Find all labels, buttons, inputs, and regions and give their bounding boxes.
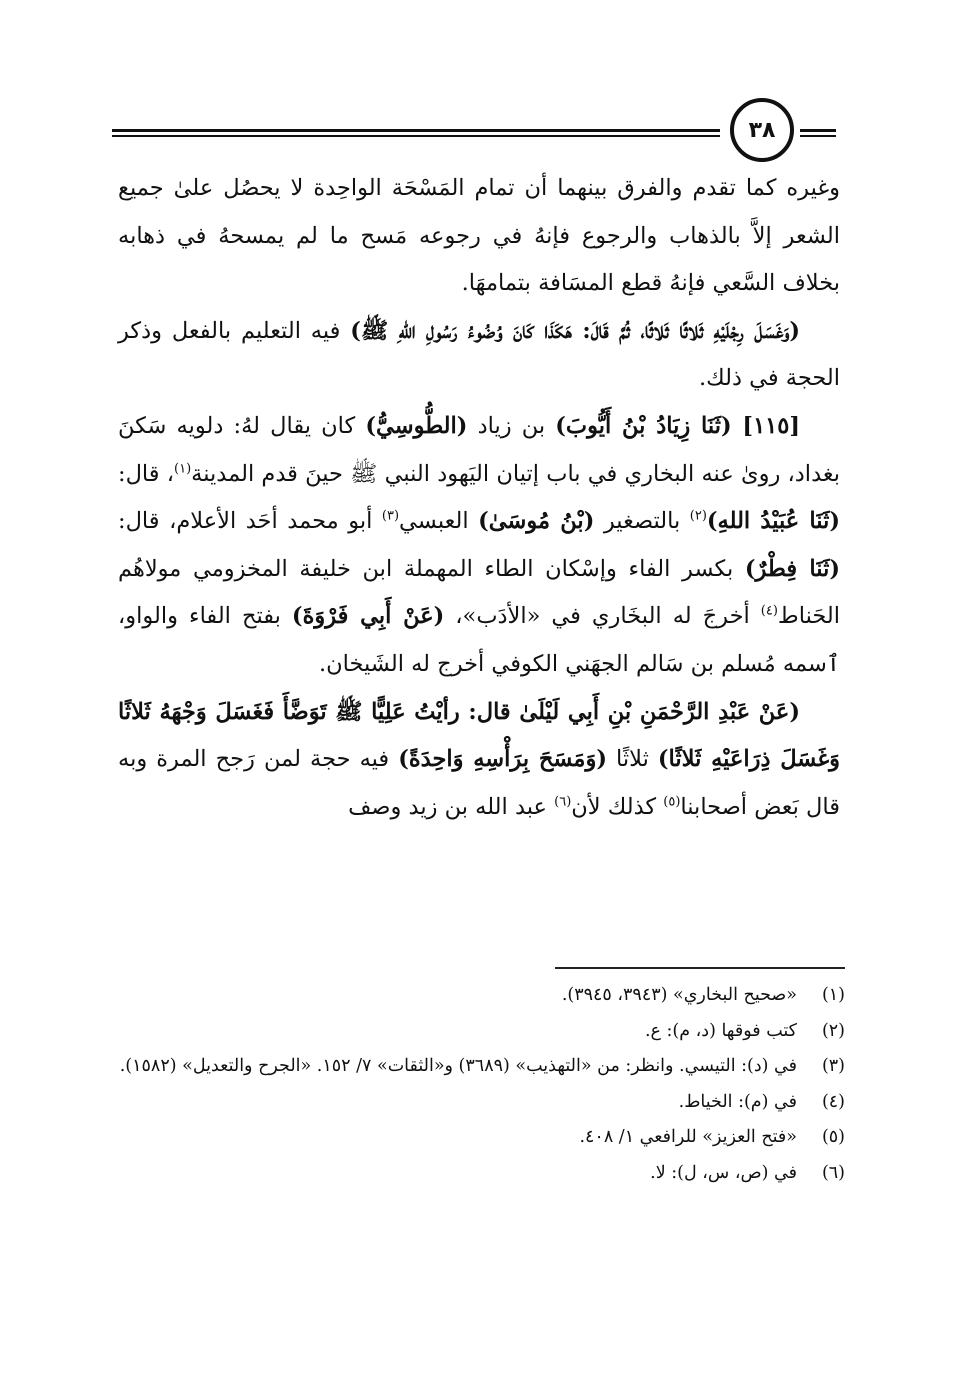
footnote-ref: (٢): [689, 508, 707, 524]
commentary-text: بن زياد: [467, 412, 556, 439]
hadith-text: (عَنْ أَبِي فَرْوَةَ): [291, 603, 445, 630]
footnote: [118, 978, 845, 1014]
commentary-text: أخرجَ له البخَاري في «الأدَب»،: [444, 603, 761, 630]
hadith-text: [١١٥] (ثَنَا زِيَادُ بْنُ أَيُّوبَ): [555, 412, 800, 439]
header-rule-left-thick: [112, 129, 720, 132]
commentary-text: فيه حجة لمن رَجح المرة وبه قال بَعض أصحابنا: [118, 746, 840, 820]
paragraph: [118, 165, 840, 308]
commentary-text: كان يقال لهُ: دلويه سَكنَ بغداد، روىٰ عنه البخاري في باب إتيان اليَهود النبي ﷺ حينَ قدم المدينة: [118, 412, 840, 487]
footnote-text: في (م): الخياط.: [678, 1091, 797, 1112]
footnote: [118, 1049, 845, 1085]
page-number: ٣٨: [730, 98, 794, 162]
footnote-text: في (د): التيسي. وانظر: من «التهذيب» (٣٦٨٩) و«الثقات» ٧/ ١٥٢. «الجرح والتعديل» (١٥٨٢).: [119, 1056, 797, 1076]
footnotes: [118, 978, 845, 1191]
commentary-text: ، قال:: [118, 460, 175, 487]
commentary-text: ثلاثًا: [606, 746, 658, 773]
footnote-number: (٥): [821, 1127, 845, 1147]
paragraph: [118, 689, 840, 832]
hadith-text: (وَمَسَحَ بِرَأْسِهِ وَاحِدَةً): [398, 746, 607, 773]
footnote: [118, 1014, 845, 1050]
footnote-separator: [555, 967, 845, 969]
header-rule-right-thick: [800, 129, 836, 132]
commentary-text: أبو محمد أحَد الأعلام، قال:: [118, 508, 382, 535]
footnote-ref: (٦): [554, 794, 572, 810]
commentary-text: وغيره كما تقدم والفرق بينهما أن تمام المَسْحَة الواحِدة لا يحصُل علىٰ جميع الشعر إلاَّ بالذهاب والرجوع فإنهُ في رجوعه مَسح ما لم يمسحهُ في ذهابه بخلاف السَّعي فإنهُ قطع المسَافة بتمامهَا.: [118, 175, 840, 297]
header-rule-right-thin: [800, 135, 836, 137]
footnote-ref: (٥): [663, 794, 681, 810]
commentary-text: بالتصغير: [594, 508, 690, 535]
paragraph: [118, 403, 840, 689]
hadith-text: (الطُّوسِيُّ): [365, 412, 468, 439]
page-header: [112, 96, 836, 168]
header-rule-left-thin: [112, 135, 720, 137]
hadith-text: (بْنُ مُوسَىٰ): [478, 508, 595, 535]
footnote-ref: (١): [174, 461, 192, 477]
footnote-number: (٣): [821, 1056, 845, 1076]
commentary-text: بكسر الفاء وإسْكان الطاء المهملة ابن خليفة المخزومي مولاهُم الحَناط: [118, 555, 840, 630]
hadith-text: (عَنْ عَبْدِ الرَّحْمَنِ بْنِ أَبِي لَيْلَىٰ قال: رأيْتُ عَلِيًّا ﷺ تَوَضَّأَ فَغَسَلَ وَجْهَهُ ثَلاثًا وَغَسَلَ ذِرَاعَيْهِ ثَلاثًا): [118, 698, 840, 773]
hadith-text: (ثَنَا فِطْرٌ): [744, 555, 840, 582]
footnote-number: (٢): [821, 1020, 845, 1041]
footnote-number: (٤): [821, 1091, 845, 1112]
footnote: [118, 1085, 845, 1121]
footnote-number: (٦): [821, 1162, 845, 1183]
commentary-text: فيه التعليم بالفعل وذكر الحجة في ذلك.: [118, 317, 840, 392]
footnote-text: «فتح العزيز» للرافعي ١/ ٤٠٨.: [579, 1127, 797, 1147]
footnote-text: «صحيح البخاري» (٣٩٤٣، ٣٩٤٥).: [561, 985, 797, 1005]
footnote-ref: (٣): [381, 508, 400, 524]
footnote-ref: (٤): [760, 603, 778, 619]
hadith-text: (وَغَسَلَ رِجْلَيْهِ ثَلاثًا ثَلاثًا، ثُمَّ قَالَ: هَكَذَا كَانَ وُضُوءُ رَسُولِ اللهِ ﷺ): [350, 317, 800, 344]
main-text: [118, 165, 840, 831]
commentary-text: كذلك لأن: [571, 793, 664, 820]
commentary-text: بفتح الفاء والواو، ٱسمه مُسلم بن سَالم الجهَني الكوفي أخرج له الشَيخان.: [118, 603, 840, 677]
commentary-text: العبسي: [399, 508, 479, 535]
footnote-text: كتب فوقها (د، م): ع.: [644, 1020, 797, 1041]
footnote: [118, 1156, 845, 1192]
footnote-text: في (ص، س، ل): لا.: [650, 1162, 797, 1183]
hadith-text: (ثَنَا عُبَيْدُ اللهِ): [706, 508, 840, 535]
paragraph: [118, 308, 840, 403]
footnote-number: (١): [821, 985, 845, 1005]
commentary-text: عبد الله بن زيد وصف: [348, 793, 555, 820]
footnote: [118, 1120, 845, 1156]
